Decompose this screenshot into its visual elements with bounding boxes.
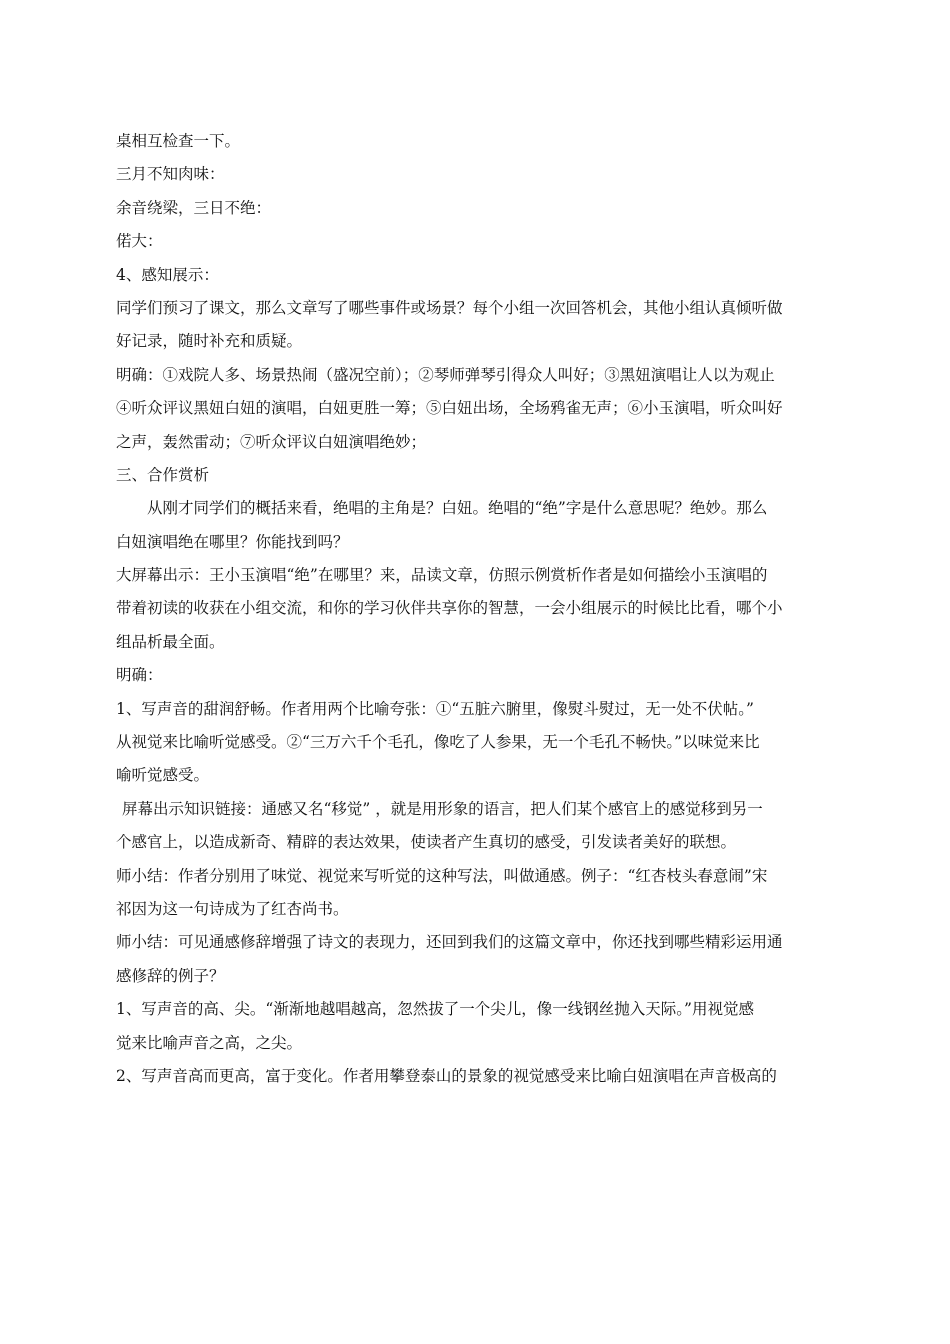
text-line: 好记录，随时补充和质疑。: [116, 332, 303, 351]
text-line: 1、写声音的高、尖。“渐渐地越唱越高，忽然拔了一个尖儿，像一线钢丝抛入天际。”用视觉感: [116, 1000, 754, 1019]
text-line: 明确：①戏院人多、场景热闹（盛况空前）；②琴师弹琴引得众人叫好；③黑妞演唱让人以为观止: [116, 365, 775, 384]
text-line: 师小结：作者分别用了味觉、视觉来写听觉的这种写法，叫做通感。例子：“红杏枝头春意闹”宋: [116, 866, 768, 885]
text-line: 大屏幕出示：王小玉演唱“绝”在哪里？来，品读文章，仿照示例赏析作者是如何描绘小玉演唱的: [116, 566, 768, 585]
text-line: 2、写声音高而更高，富于变化。作者用攀登泰山的景象的视觉感受来比喻白妞演唱在声音极高的: [116, 1066, 777, 1085]
text-line: 感修辞的例子？: [116, 966, 225, 985]
section-heading: 三、合作赏析: [116, 465, 210, 484]
text-line: 个感官上，以造成新奇、精辟的表达效果，使读者产生真切的感受，引发读者美好的联想。: [116, 833, 737, 852]
text-line: 组品析最全面。: [116, 632, 225, 651]
text-line: 从视觉来比喻听觉感受。②“三万六千个毛孔，像吃了人参果，无一个毛孔不畅快。”以味觉来比: [116, 733, 760, 752]
text-line: 从刚才同学们的概括来看，绝唱的主角是？白妞。绝唱的“绝”字是什么意思呢？绝妙。那么: [147, 499, 768, 518]
text-line: 同学们预习了课文，那么文章写了哪些事件或场景？每个小组一次回答机会，其他小组认真倾听做: [116, 298, 783, 317]
text-line: 祁因为这一句诗成为了红杏尚书。: [116, 899, 349, 918]
text-line: 余音绕梁，三日不绝：: [116, 198, 272, 217]
text-line: 明确：: [116, 666, 163, 685]
text-line: 桌相互检查一下。: [116, 132, 241, 150]
document-body: [116, 125, 838, 1093]
text-line: 师小结：可见通感修辞增强了诗文的表现力，还回到我们的这篇文章中，你还找到哪些精彩运用通: [116, 933, 783, 952]
text-line: 带着初读的收获在小组交流，和你的学习伙伴共享你的智慧，一会小组展示的时候比比看，哪个小: [116, 599, 783, 618]
text-line: 偌大：: [116, 232, 163, 251]
text-line: 喻听觉感受。: [116, 766, 210, 785]
text-line: 之声，轰然雷动；⑦听众评议白妞演唱绝妙；: [116, 432, 427, 451]
text-line: 白妞演唱绝在哪里？你能找到吗？: [116, 532, 349, 551]
text-line: 屏幕出示知识链接：通感又名“移觉” ，就是用形象的语言，把人们某个感官上的感觉移到另一: [122, 799, 763, 818]
text-line: ④听众评议黑妞白妞的演唱，白妞更胜一筹；⑤白妞出场，全场鸦雀无声；⑥小玉演唱，听众叫好: [116, 399, 783, 418]
text-line: 觉来比喻声音之高，之尖。: [116, 1033, 303, 1052]
section-heading: 4、感知展示：: [116, 265, 219, 284]
text-line: 三月不知肉味：: [116, 165, 225, 184]
text-line: 1、写声音的甜润舒畅。作者用两个比喻夸张：①“五脏六腑里，像熨斗熨过，无一处不伏帖。”: [116, 699, 754, 718]
